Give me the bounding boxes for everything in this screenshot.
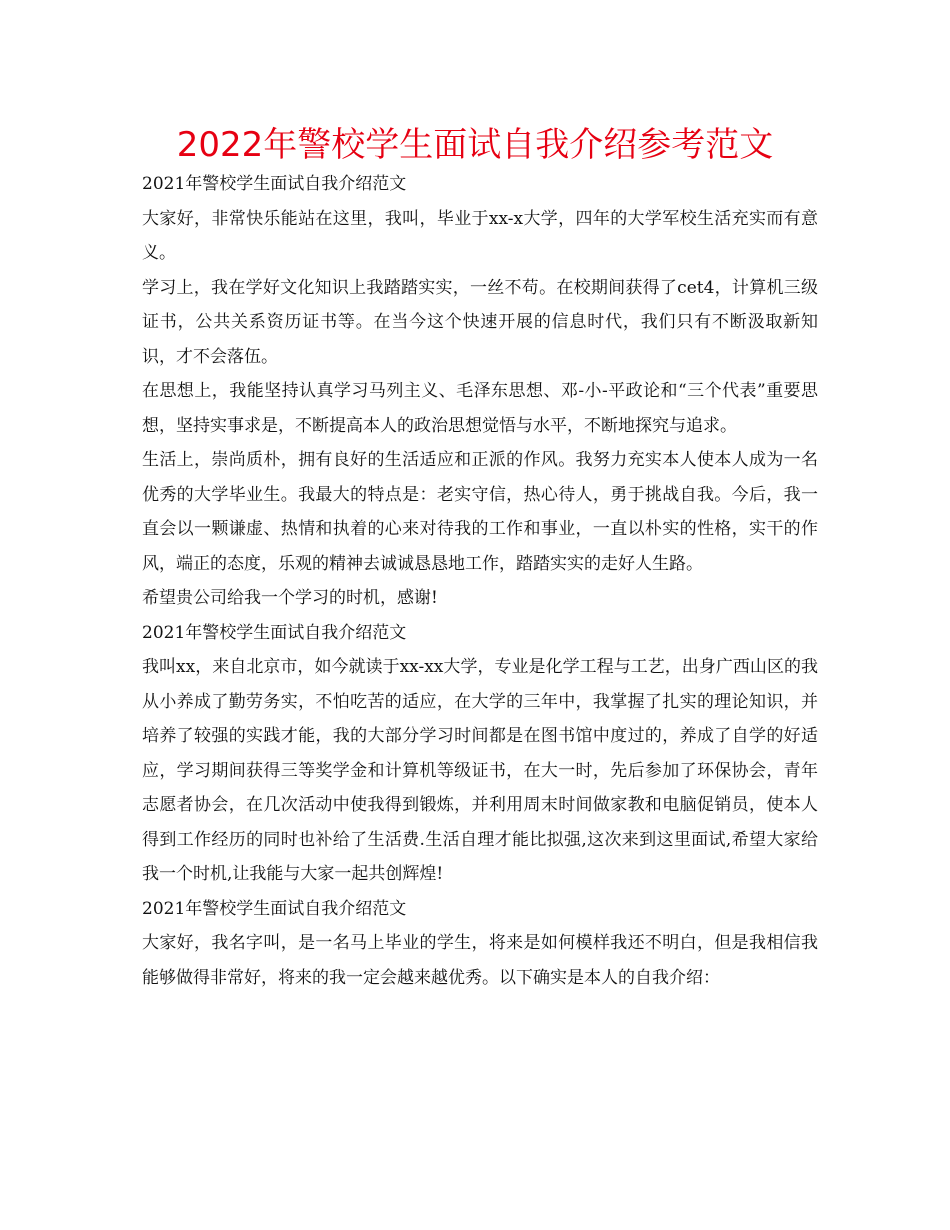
paragraph: 生活上，崇尚质朴，拥有良好的生活适应和正派的作风。我努力充实本人使本人成为一名优秀的大学毕业生。我最大的特点是：老实守信，热心待人，勇于挑战自我。今后，我一直会以一颗谦虚、热情和执着的心来对待我的工作和事业，一直以朴实的性格，实干的作风，端正的态度，乐观的精神去诚诚恳恳地工作，踏踏实实的走好人生路。 xyxy=(142,450,818,574)
paragraph: 在思想上，我能坚持认真学习马列主义、毛泽东思想、邓-小-平政论和“三个代表”重要思想，坚持实事求是，不断提高本人的政治思想觉悟与水平，不断地探究与追求。 xyxy=(142,381,818,436)
paragraph: 学习上，我在学好文化知识上我踏踏实实，一丝不苟。在校期间获得了cet4，计算机三级证书，公共关系资历证书等。在当今这个快速开展的信息时代，我们只有不断汲取新知识，才不会落伍。 xyxy=(142,277,818,367)
paragraph: 希望贵公司给我一个学习的时机，感谢! xyxy=(142,588,438,608)
section-heading: 2021年警校学生面试自我介绍范文 xyxy=(142,898,407,919)
section-heading: 2021年警校学生面试自我介绍范文 xyxy=(142,622,407,643)
paragraph: 大家好，非常快乐能站在这里，我叫，毕业于xx-x大学，四年的大学军校生活充实而有意义。 xyxy=(142,208,818,263)
document-title: 2022年警校学生面试自我介绍参考范文 xyxy=(176,125,774,165)
section-heading: 2021年警校学生面试自我介绍范文 xyxy=(142,174,407,194)
document-body xyxy=(142,167,818,995)
paragraph: 我叫xx，来自北京市，如今就读于xx-xx大学，专业是化学工程与工艺，出身广西山区的我从小养成了勤劳务实，不怕吃苦的适应，在大学的三年中，我掌握了扎实的理论知识，并培养了较强的实践才能，我的大部分学习时间都是在图书馆中度过的，养成了自学的好适应，学习期间获得三等奖学金和计算机等级证书，在大一时，先后参加了环保协会，青年志愿者协会，在几次活动中使我得到锻炼，并利用周末时间做家教和电脑促销员，使本人得到工作经历的同时也补给了生活费.生活自理才能比拟强,这次来到这里面试,希望大家给我一个时机,让我能与大家一起共创辉煌! xyxy=(142,657,818,884)
paragraph: 大家好，我名字叫，是一名马上毕业的学生，将来是如何模样我还不明白，但是我相信我能够做得非常好，将来的我一定会越来越优秀。以下确实是本人的自我介绍： xyxy=(142,933,818,988)
